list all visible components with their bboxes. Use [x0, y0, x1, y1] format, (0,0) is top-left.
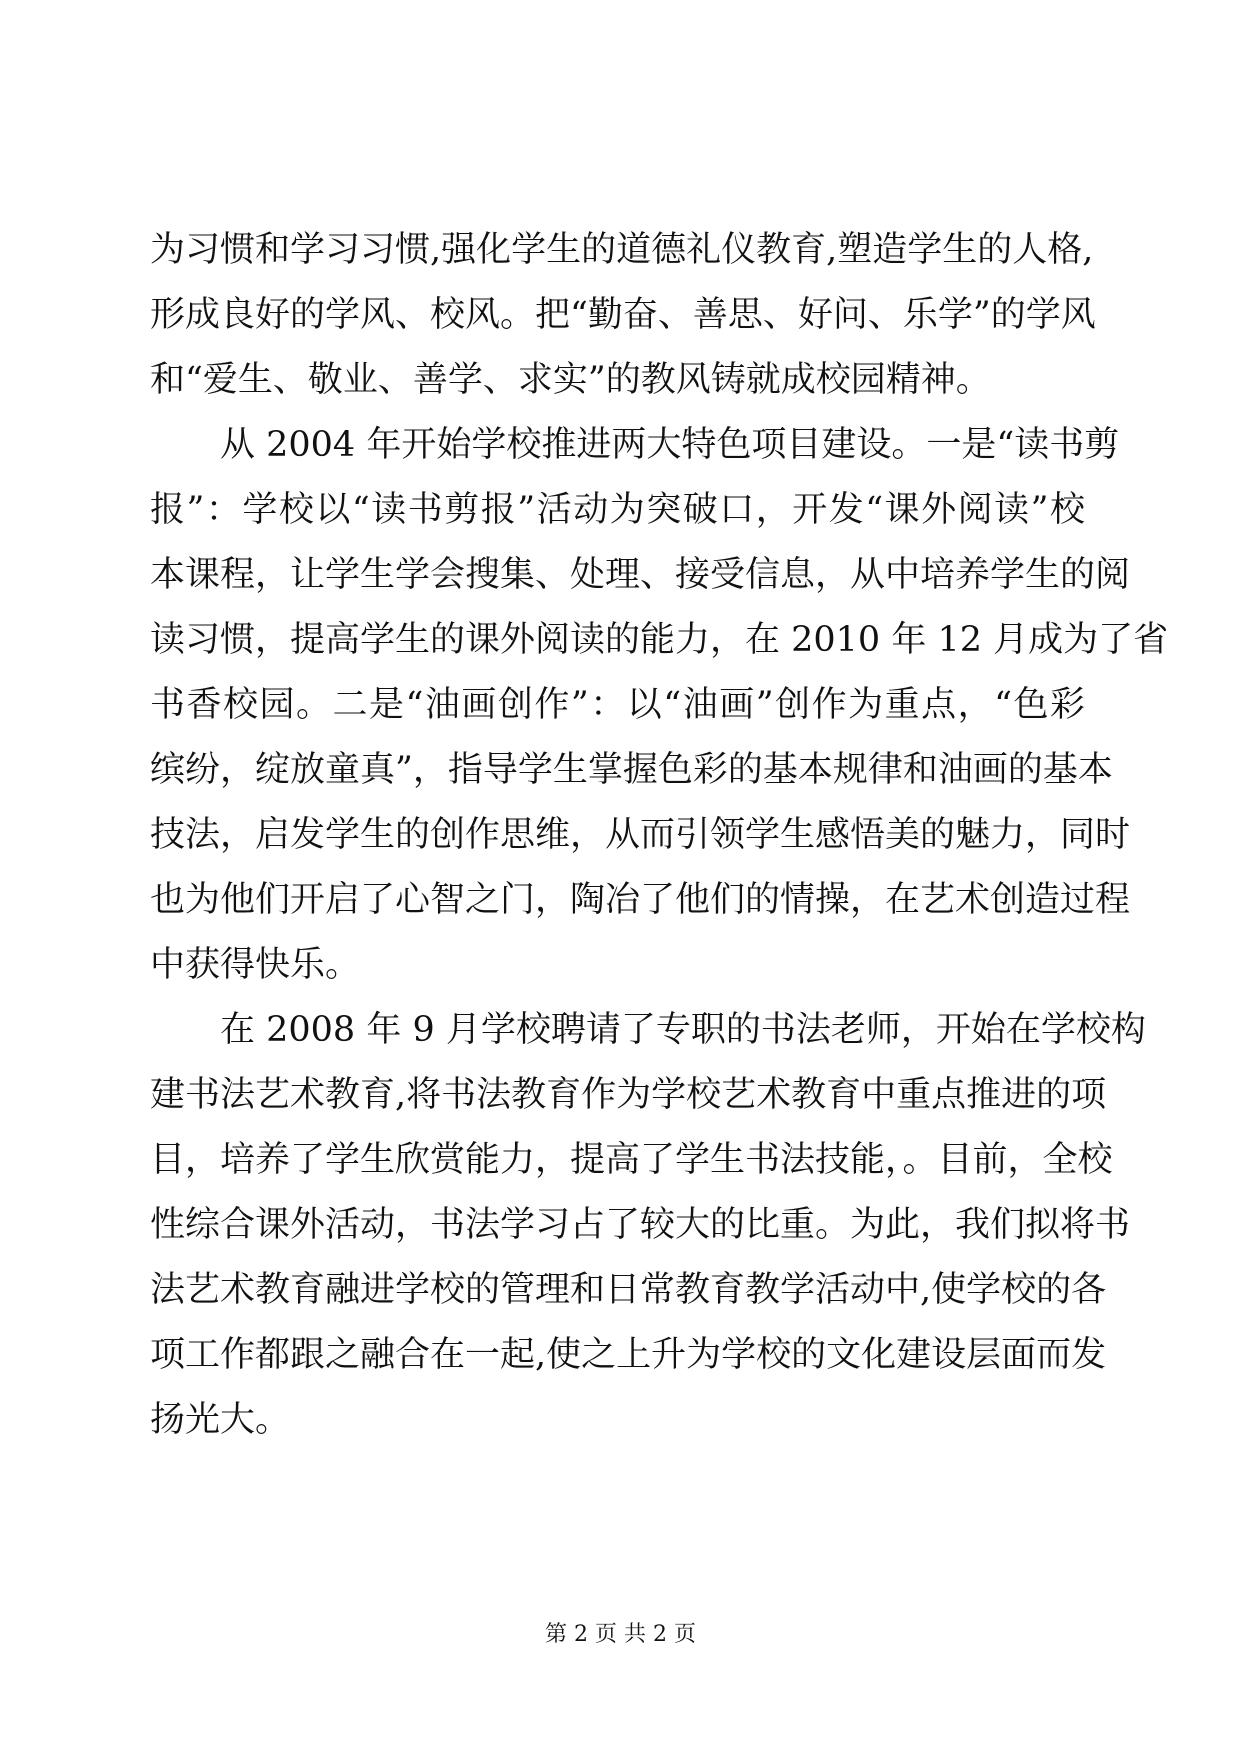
page-number: 第 2 页 共 2 页: [545, 1622, 696, 1647]
text-line: 读习惯，提高学生的课外阅读的能力，在 2010 年 12 月成为了省: [150, 620, 1169, 660]
text-line: 在 2008 年 9 月学校聘请了专职的书法老师，开始在学校构: [150, 1010, 1146, 1050]
text-line: 目，培养了学生欣赏能力，提高了学生书法技能，。目前，全校: [150, 1140, 1113, 1180]
paragraph-1: [150, 218, 1096, 413]
text-line: 从 2004 年开始学校推进两大特色项目建设。一是“读书剪: [150, 425, 1120, 465]
text-line: 书香校园。二是“油画创作”：以“油画”创作为重点，“色彩: [150, 685, 1085, 725]
text-line: 建书法艺术教育,将书法教育作为学校艺术教育中重点推进的项: [150, 1075, 1107, 1115]
text-line: 性综合课外活动，书法学习占了较大的比重。为此，我们拟将书: [150, 1205, 1131, 1245]
text-line: 为习惯和学习习惯,强化学生的道德礼仪教育,塑造学生的人格,: [150, 230, 1094, 270]
text-line: 报”：学校以“读书剪报”活动为突破口，开发“课外阅读”校: [150, 490, 1085, 530]
text-line: 形成良好的学风、校风。把“勤奋、善思、好问、乐学”的学风: [150, 295, 1096, 335]
text-line: 本课程，让学生学会搜集、处理、接受信息，从中培养学生的阅: [150, 555, 1131, 595]
text-line: 扬光大。: [150, 1400, 291, 1440]
text-line: 缤纷，绽放童真”，指导学生掌握色彩的基本规律和油画的基本: [150, 750, 1113, 790]
text-line: 和“爱生、敬业、善学、求实”的教风铸就成校园精神。: [150, 360, 991, 400]
text-line: 中获得快乐。: [150, 945, 361, 985]
text-line: 法艺术教育融进学校的管理和日常教育教学活动中,使学校的各: [150, 1270, 1107, 1310]
text-line: 也为他们开启了心智之门，陶冶了他们的情操，在艺术创造过程: [150, 880, 1131, 920]
text-line: 项工作都跟之融合在一起,使之上升为学校的文化建设层面而发: [150, 1335, 1107, 1375]
paragraph-3: [150, 998, 1146, 1453]
document-body: [150, 218, 1169, 1453]
page-footer: [0, 1620, 1241, 1650]
paragraph-2: [150, 413, 1169, 998]
text-line: 技法，启发学生的创作思维，从而引领学生感悟美的魅力，同时: [150, 815, 1131, 855]
